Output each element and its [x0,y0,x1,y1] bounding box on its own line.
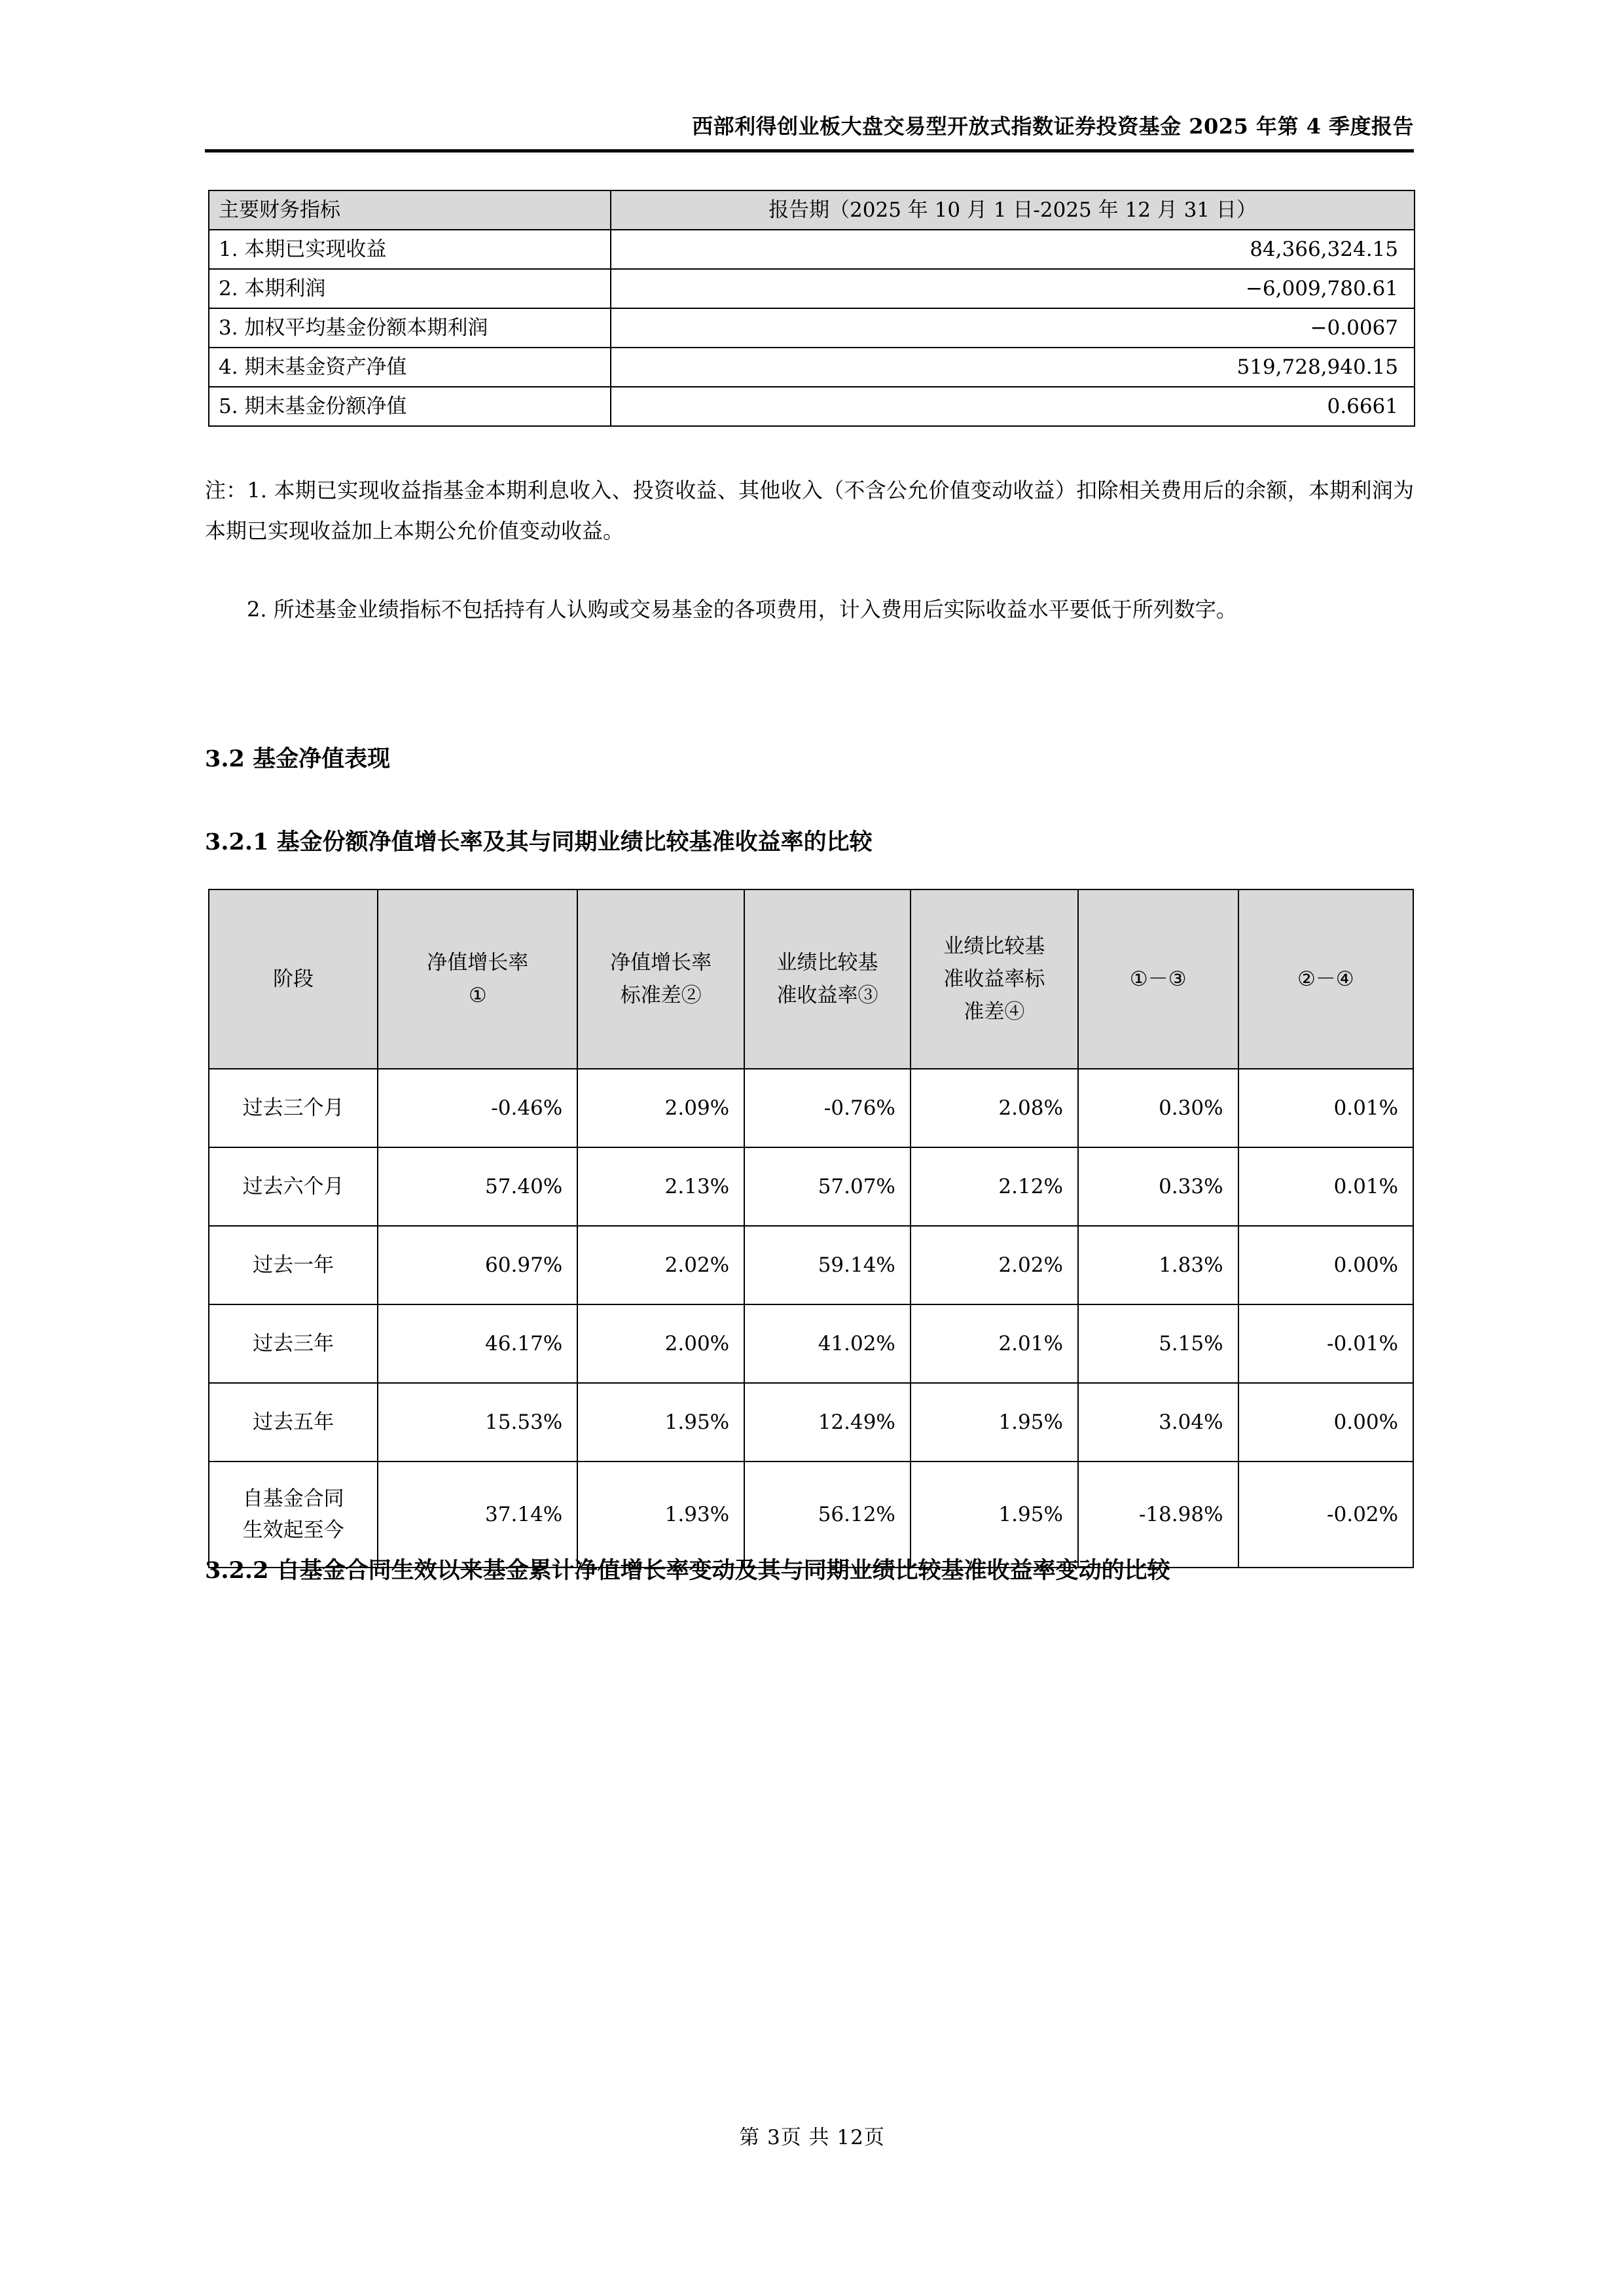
nav-row-growth-sd-5: 1.95% [577,1383,744,1462]
nav-row-diff-1-3-4: 5.15% [1078,1304,1238,1383]
table-row [209,230,1415,269]
nav-col-header-5: ①－③ [1078,889,1238,1069]
nav-row-diff-1-3-2: 0.33% [1078,1147,1238,1226]
table-row [209,1383,1413,1462]
nav-row-stage-6: 自基金合同 生效起至今 [209,1462,378,1568]
financial-row-value-4: 519,728,940.15 [611,348,1415,387]
financial-row-value-3: −0.0067 [611,308,1415,348]
nav-row-stage-4: 过去三年 [209,1304,378,1383]
nav-col-header-4: 业绩比较基 准收益率标 准差④ [911,889,1078,1069]
nav-row-diff-2-4-6: -0.02% [1238,1462,1413,1568]
financial-col-header-label: 主要财务指标 [209,190,611,230]
nav-row-growth-sd-2: 2.13% [577,1147,744,1226]
nav-row-benchmark-3: 59.14% [744,1226,911,1304]
nav-row-benchmark-2: 57.07% [744,1147,911,1226]
table-row [209,1147,1413,1226]
nav-row-diff-2-4-5: 0.00% [1238,1383,1413,1462]
nav-col-header-6: ②－④ [1238,889,1413,1069]
financial-row-label-5: 5. 期末基金份额净值 [209,387,611,426]
financial-row-value-2: −6,009,780.61 [611,269,1415,308]
nav-row-stage-2: 过去六个月 [209,1147,378,1226]
nav-row-diff-2-4-2: 0.01% [1238,1147,1413,1226]
nav-row-growth-3: 60.97% [378,1226,577,1304]
nav-row-diff-2-4-3: 0.00% [1238,1226,1413,1304]
table-row [209,190,1415,230]
financial-row-label-2: 2. 本期利润 [209,269,611,308]
nav-row-growth-6: 37.14% [378,1462,577,1568]
table-row [209,308,1415,348]
table-row [209,348,1415,387]
table-row [209,387,1415,426]
nav-growth-comparison-table [208,889,1414,1568]
nav-row-growth-sd-1: 2.09% [577,1069,744,1147]
nav-row-growth-1: -0.46% [378,1069,577,1147]
running-header-title: 西部利得创业板大盘交易型开放式指数证券投资基金 2025 年第 4 季度报告 [692,114,1414,139]
nav-row-benchmark-sd-3: 2.02% [911,1226,1078,1304]
note-paragraph-1: 注：1. 本期已实现收益指基金本期利息收入、投资收益、其他收入（不含公允价值变动收益）扣除相关费用后的余额，本期利润为本期已实现收益加上本期公允价值变动收益。 [205,478,1414,544]
nav-row-growth-sd-4: 2.00% [577,1304,744,1383]
header-rule [205,149,1414,152]
nav-row-benchmark-sd-2: 2.12% [911,1147,1078,1226]
table-header-row [209,889,1413,1069]
main-financial-indicators-table [208,190,1415,427]
nav-row-stage-3: 过去一年 [209,1226,378,1304]
nav-row-diff-1-3-6: -18.98% [1078,1462,1238,1568]
nav-row-diff-1-3-1: 0.30% [1078,1069,1238,1147]
nav-row-growth-2: 57.40% [378,1147,577,1226]
financial-row-value-5: 0.6661 [611,387,1415,426]
nav-row-benchmark-4: 41.02% [744,1304,911,1383]
section-heading-3-2-2: 3.2.2 自基金合同生效以来基金累计净值增长率变动及其与同期业绩比较基准收益率变动的比较 [205,1557,1170,1584]
financial-row-label-3: 3. 加权平均基金份额本期利润 [209,308,611,348]
nav-row-diff-1-3-3: 1.83% [1078,1226,1238,1304]
page-footer: 第 3页 共 12页 [739,2126,885,2149]
nav-row-growth-5: 15.53% [378,1383,577,1462]
nav-row-diff-2-4-4: -0.01% [1238,1304,1413,1383]
table-row [209,269,1415,308]
nav-row-benchmark-sd-1: 2.08% [911,1069,1078,1147]
nav-row-benchmark-6: 56.12% [744,1462,911,1568]
table-row [209,1304,1413,1383]
nav-row-stage-1: 过去三个月 [209,1069,378,1147]
note-paragraph-2: 2. 所述基金业绩指标不包括持有人认购或交易基金的各项费用，计入费用后实际收益水平要低于所列数字。 [247,597,1237,622]
table-row [209,1226,1413,1304]
nav-col-header-3: 业绩比较基 准收益率③ [744,889,911,1069]
financial-col-header-period: 报告期（2025 年 10 月 1 日-2025 年 12 月 31 日） [611,190,1415,230]
nav-row-diff-2-4-1: 0.01% [1238,1069,1413,1147]
nav-col-header-1: 净值增长率 ① [378,889,577,1069]
nav-row-benchmark-1: -0.76% [744,1069,911,1147]
nav-row-growth-4: 46.17% [378,1304,577,1383]
financial-row-value-1: 84,366,324.15 [611,230,1415,269]
nav-row-diff-1-3-5: 3.04% [1078,1383,1238,1462]
nav-row-benchmark-sd-6: 1.95% [911,1462,1078,1568]
section-heading-3-2-1: 3.2.1 基金份额净值增长率及其与同期业绩比较基准收益率的比较 [205,829,873,855]
nav-col-header-0: 阶段 [209,889,378,1069]
nav-row-growth-sd-6: 1.93% [577,1462,744,1568]
nav-row-growth-sd-3: 2.02% [577,1226,744,1304]
nav-row-benchmark-5: 12.49% [744,1383,911,1462]
nav-row-stage-5: 过去五年 [209,1383,378,1462]
nav-row-benchmark-sd-5: 1.95% [911,1383,1078,1462]
nav-row-benchmark-sd-4: 2.01% [911,1304,1078,1383]
nav-col-header-2: 净值增长率 标准差② [577,889,744,1069]
table-row [209,1069,1413,1147]
section-heading-3-2: 3.2 基金净值表现 [205,745,391,772]
financial-row-label-1: 1. 本期已实现收益 [209,230,611,269]
financial-row-label-4: 4. 期末基金资产净值 [209,348,611,387]
